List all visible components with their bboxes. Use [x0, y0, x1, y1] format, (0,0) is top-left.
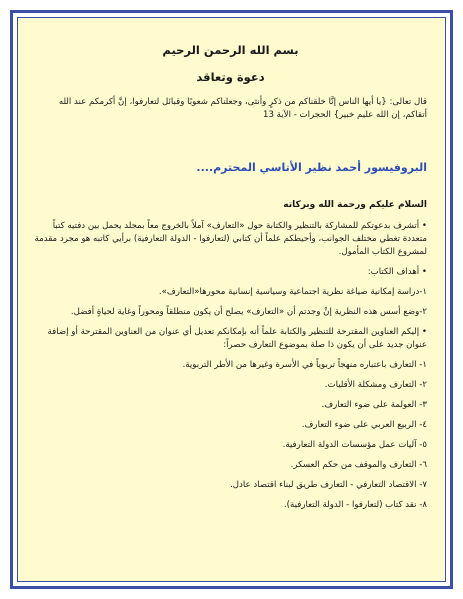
title-item: ٢- التعارف ومشكلة الأقليات. [324, 380, 427, 390]
document-title: دعوة وتعاقد [196, 70, 265, 84]
title-item: ٣- العولمة على ضوء التعارف. [321, 400, 427, 410]
goal-item: ٢-وضع أسس هذه النظرية إنْ وجدتم أن «التعارف» يصلح أن يكون منطلقاً ومحوراً وغاية لحياةٍ أفضل. [70, 307, 427, 317]
title-item: ٨- نقد كتاب (لتعارفوا - الدولة التعارفية). [283, 500, 427, 510]
goal-item: ١-دراسة إمكانية صياغة نظرية اجتماعية وسياسية إنسانية محورها«التعارف». [158, 287, 427, 297]
letter-content [34, 44, 427, 519]
title-item: ٦- التعارف والموقف من حكم العسكر. [290, 460, 427, 470]
title-item: ٧- الاقتصاد التعارفي - التعارف طريق لبناء اقتصاد عادل. [230, 480, 427, 490]
goals-heading: • أهداف الكتاب: [367, 267, 427, 277]
title-item: ٤- الربيع العربي على ضوء التعارف. [301, 420, 427, 430]
basmala: بسم الله الرحمن الرحيم [162, 43, 299, 57]
title-item: ١- التعارف باعتباره منهجاً تربوياً في الأسرة وغيرها من الأطر التربوية. [182, 360, 427, 370]
intro-paragraph: • أتشرف بدعوتكم للمشاركة بالتنظير والكتابة حول «التعارف» آملاً بالخروج معاً بمجلد يحمل بين دفتيه كتباً متعددة تغطي مختلف الجوانب، وأحيطكم علماً أن كتابي (لتعارفوا - الدولة التعارفية) برأيي كاتبه هو مجرد مقدمة لمشروع الكتاب المأمول. [34, 221, 427, 257]
quran-verse: قال تعالى: {يا أيها الناس إنَّا خلقناكم من ذكرٍ وأنثى، وجعلناكم شعوبًا وقبائل لتعارفوا، إنَّ أكرمكم عند الله أتقاكم، إن الله عليم خبير} الحجرات - الآية 13 [58, 97, 427, 120]
title-item: ٥- آليات عمل مؤسسات الدولة التعارفية. [282, 440, 427, 450]
addressee: البروفيسور أحمد نظير الأتاسي المحترم.... [196, 161, 427, 174]
titles-intro: • إليكم العناوين المقترحة للتنظير والكتابة علماً أنه بإمكانكم تعديل أي عنوان من العناوين المقترحة أو إضافة عنوان جديد على أن يكون ذا صلة بموضوع التعارف حصراً: [47, 327, 427, 350]
greeting: السلام عليكم ورحمة الله وبركاته [283, 200, 427, 210]
